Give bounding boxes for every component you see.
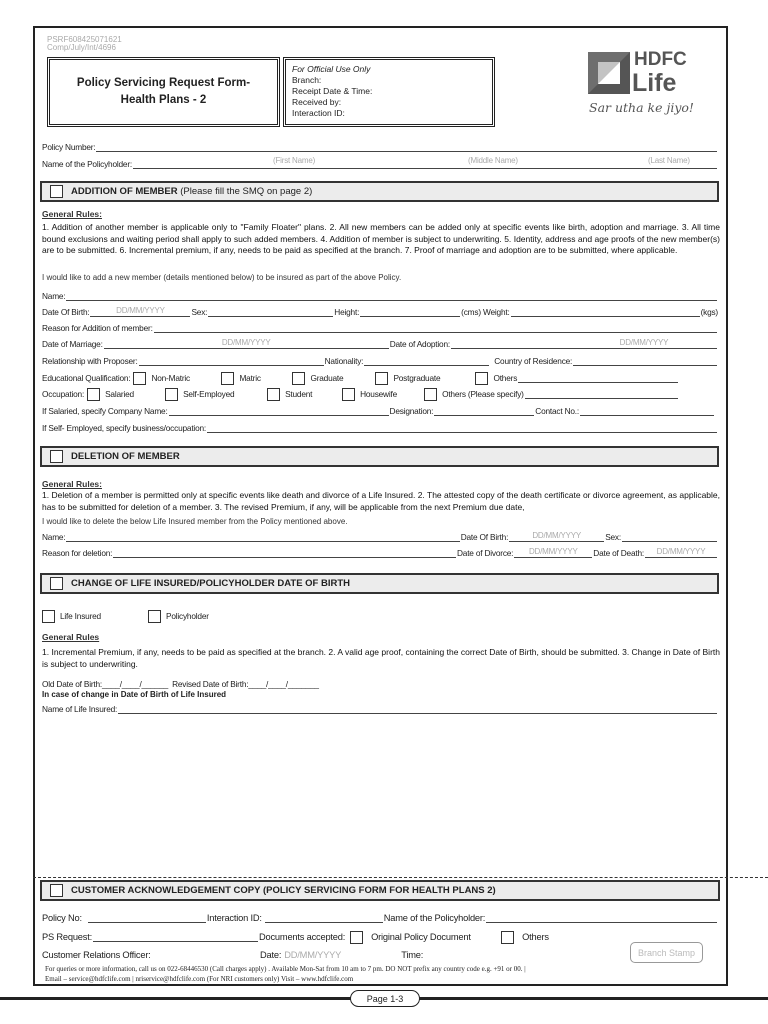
life-insured-name-field[interactable] [118, 705, 717, 714]
label: Interaction ID: [206, 913, 262, 923]
label: Name of the Policyholder: [383, 913, 486, 923]
label: Policy No: [42, 913, 82, 923]
hdfc-logo-icon [588, 52, 630, 94]
placeholder: DD/MM/YYYY [619, 338, 669, 347]
label: Documents accepted: [259, 932, 346, 942]
country-field[interactable] [573, 357, 717, 366]
official-use-box [283, 57, 495, 127]
edu-graduate-checkbox[interactable] [292, 372, 305, 385]
label: Reason for deletion: [42, 548, 113, 558]
reason-addition-field[interactable] [154, 324, 717, 333]
intro-text: I would like to add a new member (details mentioned below) to be insured as part of the above Policy. [42, 273, 402, 282]
option-label: Student [285, 389, 313, 399]
label: Name: [42, 291, 66, 301]
official-branch: Branch: [292, 75, 322, 85]
label: Educational Qualification: [42, 373, 131, 383]
label: Name: [42, 532, 66, 542]
deletion-checkbox[interactable] [50, 450, 63, 463]
placeholder: DD/MM/YYYY [532, 531, 582, 540]
section-title: CHANGE OF LIFE INSURED/POLICYHOLDER DATE OF BIRTH [71, 578, 351, 589]
deletion-name-field[interactable] [66, 533, 459, 542]
label: PS Request: [42, 932, 92, 942]
footer-line: Email – service@hdfclife.com | nriservice@hdfclife.com (For NRI customers only) Visit – www.hdfclife.com [45, 974, 354, 983]
death-date-field[interactable] [645, 549, 717, 558]
member-name-field[interactable] [66, 292, 717, 301]
official-heading: For Official Use Only [292, 64, 371, 74]
label: Date: [260, 950, 282, 960]
label: Occupation: [42, 389, 85, 399]
rules-label: General Rules: [42, 209, 102, 219]
label: Height: [334, 307, 360, 317]
label: Date of Death: [593, 548, 644, 558]
label: Nationality: [324, 356, 364, 366]
title-line: Health Plans - 2 [120, 94, 207, 106]
label: Designation: [389, 406, 434, 416]
marriage-date-field[interactable] [104, 340, 389, 349]
section-acknowledgement [40, 880, 720, 901]
label: Relationship with Proposer: [42, 356, 138, 366]
form-border-bottom [33, 984, 728, 986]
section-title: ADDITION OF MEMBER [71, 186, 178, 197]
occ-self-employed-checkbox[interactable] [165, 388, 178, 401]
policyholder-checkbox[interactable] [148, 610, 161, 623]
occ-others-checkbox[interactable] [424, 388, 437, 401]
official-received-by: Received by: [292, 97, 342, 107]
section-addition-of-member [40, 181, 719, 202]
deletion-sex-field[interactable] [622, 533, 717, 542]
change-dob-checkbox[interactable] [50, 577, 63, 590]
label: (kgs) [700, 307, 718, 317]
option-label: Graduate [310, 373, 344, 383]
edu-matric-checkbox[interactable] [221, 372, 234, 385]
others-doc-checkbox[interactable] [501, 931, 514, 944]
footer-line: For queries or more information, call us on 022-68446530 (Call charges apply) . Available Mon-Sat from 10 am to 7 pm. DO NOT prefix any country code e.g. +91 or 00. | [45, 965, 526, 973]
ack-date-field[interactable]: DD/MM/YYYY [284, 950, 342, 960]
option-label: Policyholder [166, 611, 209, 621]
height-field[interactable] [360, 308, 460, 317]
divorce-date-field[interactable] [514, 549, 592, 558]
section-title: CUSTOMER ACKNOWLEDGEMENT COPY (POLICY SERVICING FORM FOR HEALTH PLANS 2) [71, 885, 496, 896]
option-label: Postgraduate [393, 373, 441, 383]
label: Sex: [191, 307, 208, 317]
occ-others-field[interactable] [525, 390, 678, 399]
label: Date Of Birth: [460, 532, 509, 542]
placeholder: (Middle Name) [468, 156, 518, 165]
label: Date of Marriage: [42, 339, 103, 349]
ps-request-field[interactable] [93, 933, 258, 942]
option-label: Others [493, 373, 518, 383]
label: If Salaried, specify Company Name: [42, 406, 168, 416]
rules-label: General Rules: [42, 479, 102, 489]
original-policy-checkbox[interactable] [350, 931, 363, 944]
rules-text: 1. Addition of another member is applicable only to "Family Floater" plans. 2. All new members can be added only at specific events like birth, adoption and marriage. 3. All time bound exclusions and waiting period shall apply to such added members. 4. Addition of member is subject to underwriting. 5. Identity, address and age proofs of the new member(s) are to be submitted. 6. Incremental premium, if any, needs to be paid as specified at the branch. 7. Proof of marriage and adoption are to be submitted, where applicable. [42, 222, 720, 255]
policy-number-field[interactable] [96, 143, 717, 152]
label: Name of the Policyholder: [42, 159, 133, 169]
footer-contact [45, 965, 526, 984]
option-label: Life Insured [60, 611, 101, 621]
official-interaction: Interaction ID: [292, 108, 345, 118]
placeholder: (Last Name) [648, 156, 690, 165]
edu-non-matric-checkbox[interactable] [133, 372, 146, 385]
section-change-dob [40, 573, 719, 594]
logo-tagline: Sar utha ke jiyo! [589, 100, 694, 115]
ack-interaction-field[interactable] [265, 914, 383, 923]
label: If Self- Employed, specify business/occupation: [42, 423, 207, 433]
edu-others-checkbox[interactable] [475, 372, 488, 385]
nationality-field[interactable] [364, 357, 489, 366]
life-insured-checkbox[interactable] [42, 610, 55, 623]
cut-line [33, 877, 768, 878]
rules-label: General Rules [42, 632, 100, 642]
placeholder: (First Name) [273, 156, 316, 165]
label: Policy Number: [42, 142, 96, 152]
label: Date of Divorce: [457, 548, 514, 558]
label: Time: [401, 950, 424, 960]
label: Sex: [605, 532, 621, 542]
placeholder: DD/MM/YYYY [528, 547, 578, 556]
option-label: Others (Please specify) [442, 389, 524, 399]
label: Name of Life Insured: [42, 704, 118, 714]
edu-others-field[interactable] [518, 374, 678, 383]
intro-text: I would like to delete the below Life Insured member from the Policy mentioned above. [42, 517, 348, 526]
logo-hdfc: HDFC [634, 49, 687, 70]
acknowledgement-checkbox[interactable] [50, 884, 63, 897]
incase-note: In case of change in Date of Birth of Life Insured [42, 690, 227, 699]
member-dob-field[interactable] [90, 308, 190, 317]
label: (cms) Weight: [461, 307, 510, 317]
weight-field[interactable] [511, 308, 700, 317]
section-deletion-of-member [40, 446, 719, 467]
option-label: Salaried [105, 389, 134, 399]
branch-stamp: Branch Stamp [630, 942, 703, 963]
occ-salaried-checkbox[interactable] [87, 388, 100, 401]
placeholder: DD/MM/YYYY [116, 306, 165, 315]
placeholder: DD/MM/YYYY [656, 547, 706, 556]
option-label: Matric [239, 373, 261, 383]
label: Date Of Birth: [42, 307, 90, 317]
deletion-dob-field[interactable] [509, 533, 604, 542]
occ-housewife-checkbox[interactable] [342, 388, 355, 401]
occ-student-checkbox[interactable] [267, 388, 280, 401]
contact-field[interactable] [580, 407, 714, 416]
form-version: Comp/July/Int/4696 [47, 43, 116, 52]
page-number: Page 1-3 [350, 990, 420, 1007]
form-title [47, 57, 280, 127]
sex-field[interactable] [208, 308, 333, 317]
section-subtitle: (Please fill the SMQ on page 2) [177, 186, 313, 197]
rules-text: 1. Incremental Premium, if any, needs to be paid as specified at the branch. 2. A valid age proof, containing the correct Date of Birth, should be submitted. 3. Change in Date of Birth is subject to underwriting. [42, 647, 720, 669]
form-code: PSRF608425071621 [47, 35, 122, 44]
official-receipt: Receipt Date & Time: [292, 86, 373, 96]
adoption-date-field[interactable] [451, 340, 717, 349]
logo-life: Life [632, 69, 677, 97]
label: Country of Residence: [494, 356, 573, 366]
option-label: Self-Employed [183, 389, 235, 399]
ack-name-field[interactable] [486, 914, 717, 923]
label: Contact No.: [535, 406, 579, 416]
ack-policy-no-field[interactable] [88, 914, 206, 923]
label: Customer Relations Officer: [42, 950, 151, 960]
deletion-reason-field[interactable] [113, 549, 456, 558]
edu-postgraduate-checkbox[interactable] [375, 372, 388, 385]
old-dob-field[interactable]: Old Date of Birth:____/____/______ [42, 679, 169, 689]
designation-field[interactable] [434, 407, 534, 416]
business-field[interactable] [207, 424, 717, 433]
section-title: DELETION OF MEMBER [71, 451, 180, 462]
option-label: Housewife [360, 389, 398, 399]
form-codes [47, 36, 122, 52]
company-field[interactable] [169, 407, 389, 416]
option-label: Others [522, 932, 549, 942]
relationship-field[interactable] [139, 357, 324, 366]
option-label: Non-Matric [151, 373, 191, 383]
label: Reason for Addition of member: [42, 323, 153, 333]
placeholder: DD/MM/YYYY [221, 338, 271, 347]
addition-checkbox[interactable] [50, 185, 63, 198]
rules-text: 1. Deletion of a member is permitted only at specific events like death and divorce of a Life Insured. 2. The attested copy of the death certificate or divorce agreement, as applicable, has to be submitted for deletion of a member. 3. The revised Premium, if any, will be applicable from the next Premium due date, [42, 490, 720, 512]
option-label: Original Policy Document [371, 932, 471, 942]
label: Date of Adoption: [389, 339, 450, 349]
revised-dob-field[interactable]: Revised Date of Birth:____/____/_______ [172, 679, 319, 689]
title-line: Policy Servicing Request Form- [76, 77, 251, 89]
policyholder-name-field[interactable] [133, 156, 717, 169]
